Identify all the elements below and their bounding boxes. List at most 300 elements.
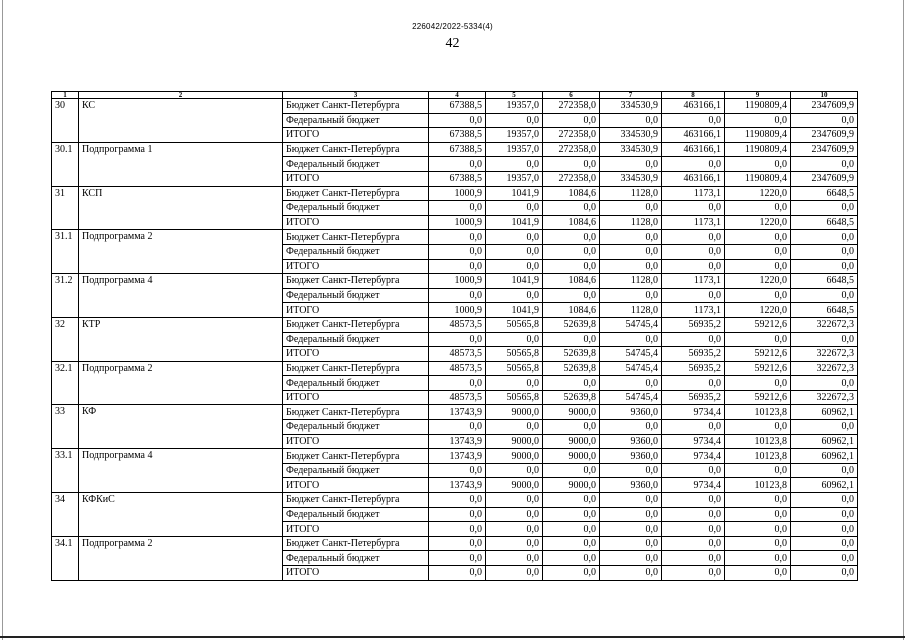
- value-cell-col-6: 0,0: [543, 522, 600, 537]
- value-cell-col-4: 0,0: [429, 332, 486, 347]
- funding-source-label: Федеральный бюджет: [283, 113, 429, 128]
- value-cell-col-4: 48573,5: [429, 390, 486, 405]
- value-cell-col-7: 9360,0: [600, 434, 662, 449]
- scan-bottom-edge: [0, 636, 905, 638]
- value-cell-col-4: 0,0: [429, 420, 486, 435]
- value-cell-col-6: 0,0: [543, 230, 600, 245]
- row-code: 31.2: [52, 274, 79, 318]
- page-number: 42: [445, 36, 460, 51]
- column-number-10: 10: [791, 92, 858, 99]
- value-cell-col-10: 322672,3: [791, 361, 858, 376]
- value-cell-col-4: 67388,5: [429, 128, 486, 143]
- value-cell-col-10: 2347609,9: [791, 171, 858, 186]
- value-cell-col-6: 0,0: [543, 507, 600, 522]
- value-cell-col-4: 13743,9: [429, 449, 486, 464]
- value-cell-col-9: 1190809,4: [725, 99, 791, 114]
- row-code: 30: [52, 99, 79, 143]
- value-cell-col-6: 9000,0: [543, 405, 600, 420]
- value-cell-col-7: 0,0: [600, 332, 662, 347]
- table-row: [52, 449, 858, 464]
- value-cell-col-8: 1173,1: [662, 274, 725, 289]
- scan-right-edge: [903, 0, 904, 640]
- value-cell-col-7: 0,0: [600, 230, 662, 245]
- value-cell-col-10: 0,0: [791, 507, 858, 522]
- value-cell-col-7: 1128,0: [600, 274, 662, 289]
- value-cell-col-8: 9734,4: [662, 478, 725, 493]
- value-cell-col-6: 0,0: [543, 551, 600, 566]
- value-cell-col-8: 0,0: [662, 259, 725, 274]
- value-cell-col-6: 0,0: [543, 288, 600, 303]
- value-cell-col-8: 0,0: [662, 113, 725, 128]
- funding-source-label: ИТОГО: [283, 128, 429, 143]
- value-cell-col-7: 334530,9: [600, 142, 662, 157]
- value-cell-col-8: 56935,2: [662, 361, 725, 376]
- value-cell-col-5: 0,0: [486, 113, 543, 128]
- value-cell-col-6: 272358,0: [543, 99, 600, 114]
- value-cell-col-4: 0,0: [429, 244, 486, 259]
- value-cell-col-9: 1220,0: [725, 274, 791, 289]
- value-cell-col-7: 0,0: [600, 244, 662, 259]
- column-number-5: 5: [486, 92, 543, 99]
- value-cell-col-6: 272358,0: [543, 128, 600, 143]
- value-cell-col-9: 1220,0: [725, 215, 791, 230]
- value-cell-col-5: 0,0: [486, 507, 543, 522]
- value-cell-col-8: 463166,1: [662, 128, 725, 143]
- value-cell-col-5: 9000,0: [486, 405, 543, 420]
- value-cell-col-9: 10123,8: [725, 405, 791, 420]
- value-cell-col-5: 50565,8: [486, 361, 543, 376]
- value-cell-col-7: 0,0: [600, 522, 662, 537]
- funding-source-label: Федеральный бюджет: [283, 157, 429, 172]
- value-cell-col-7: 0,0: [600, 288, 662, 303]
- funding-source-label: Федеральный бюджет: [283, 201, 429, 216]
- value-cell-col-10: 0,0: [791, 376, 858, 391]
- value-cell-col-6: 1084,6: [543, 274, 600, 289]
- value-cell-col-8: 1173,1: [662, 186, 725, 201]
- value-cell-col-5: 1041,9: [486, 274, 543, 289]
- column-number-1: 1: [52, 92, 79, 99]
- row-name: Подпрограмма 2: [79, 361, 283, 405]
- table-row: [52, 536, 858, 551]
- funding-source-label: Бюджет Санкт-Петербурга: [283, 449, 429, 464]
- funding-source-label: ИТОГО: [283, 434, 429, 449]
- value-cell-col-4: 0,0: [429, 201, 486, 216]
- value-cell-col-6: 52639,8: [543, 361, 600, 376]
- value-cell-col-8: 0,0: [662, 332, 725, 347]
- value-cell-col-6: 272358,0: [543, 171, 600, 186]
- value-cell-col-10: 0,0: [791, 522, 858, 537]
- value-cell-col-8: 0,0: [662, 522, 725, 537]
- value-cell-col-5: 0,0: [486, 259, 543, 274]
- table-row: [52, 99, 858, 114]
- value-cell-col-9: 59212,6: [725, 361, 791, 376]
- value-cell-col-4: 0,0: [429, 536, 486, 551]
- value-cell-col-7: 0,0: [600, 493, 662, 508]
- value-cell-col-5: 0,0: [486, 551, 543, 566]
- funding-source-label: ИТОГО: [283, 303, 429, 318]
- funding-source-label: Бюджет Санкт-Петербурга: [283, 405, 429, 420]
- value-cell-col-4: 1000,9: [429, 274, 486, 289]
- value-cell-col-7: 334530,9: [600, 128, 662, 143]
- funding-source-label: Бюджет Санкт-Петербурга: [283, 230, 429, 245]
- value-cell-col-10: 0,0: [791, 201, 858, 216]
- value-cell-col-5: 0,0: [486, 376, 543, 391]
- value-cell-col-10: 0,0: [791, 493, 858, 508]
- value-cell-col-8: 0,0: [662, 420, 725, 435]
- value-cell-col-8: 463166,1: [662, 171, 725, 186]
- value-cell-col-7: 0,0: [600, 201, 662, 216]
- funding-source-label: ИТОГО: [283, 478, 429, 493]
- value-cell-col-7: 334530,9: [600, 99, 662, 114]
- value-cell-col-4: 1000,9: [429, 215, 486, 230]
- funding-source-label: Бюджет Санкт-Петербурга: [283, 186, 429, 201]
- table-row: [52, 493, 858, 508]
- row-name: КСП: [79, 186, 283, 230]
- table-row: [52, 186, 858, 201]
- value-cell-col-8: 0,0: [662, 201, 725, 216]
- value-cell-col-4: 48573,5: [429, 317, 486, 332]
- value-cell-col-5: 1041,9: [486, 303, 543, 318]
- row-code: 32.1: [52, 361, 79, 405]
- funding-source-label: Бюджет Санкт-Петербурга: [283, 317, 429, 332]
- value-cell-col-6: 0,0: [543, 536, 600, 551]
- value-cell-col-10: 0,0: [791, 288, 858, 303]
- value-cell-col-7: 334530,9: [600, 171, 662, 186]
- value-cell-col-7: 0,0: [600, 551, 662, 566]
- value-cell-col-6: 0,0: [543, 376, 600, 391]
- value-cell-col-5: 19357,0: [486, 171, 543, 186]
- value-cell-col-6: 0,0: [543, 463, 600, 478]
- row-name: КФКиС: [79, 493, 283, 537]
- value-cell-col-9: 59212,6: [725, 347, 791, 362]
- value-cell-col-6: 0,0: [543, 113, 600, 128]
- value-cell-col-5: 9000,0: [486, 478, 543, 493]
- value-cell-col-6: 52639,8: [543, 317, 600, 332]
- value-cell-col-9: 10123,8: [725, 434, 791, 449]
- value-cell-col-10: 0,0: [791, 157, 858, 172]
- row-code: 32: [52, 317, 79, 361]
- row-name: КС: [79, 99, 283, 143]
- value-cell-col-8: 0,0: [662, 157, 725, 172]
- value-cell-col-8: 0,0: [662, 463, 725, 478]
- value-cell-col-10: 6648,5: [791, 274, 858, 289]
- value-cell-col-6: 0,0: [543, 157, 600, 172]
- row-name: Подпрограмма 4: [79, 449, 283, 493]
- funding-source-label: ИТОГО: [283, 215, 429, 230]
- value-cell-col-9: 0,0: [725, 332, 791, 347]
- funding-source-label: Бюджет Санкт-Петербурга: [283, 142, 429, 157]
- value-cell-col-9: 0,0: [725, 157, 791, 172]
- value-cell-col-6: 9000,0: [543, 449, 600, 464]
- row-name: КФ: [79, 405, 283, 449]
- value-cell-col-9: 0,0: [725, 493, 791, 508]
- row-name: Подпрограмма 1: [79, 142, 283, 186]
- value-cell-col-8: 0,0: [662, 230, 725, 245]
- value-cell-col-7: 0,0: [600, 463, 662, 478]
- value-cell-col-9: 1190809,4: [725, 171, 791, 186]
- table-row: [52, 274, 858, 289]
- column-number-2: 2: [79, 92, 283, 99]
- value-cell-col-4: 0,0: [429, 463, 486, 478]
- value-cell-col-10: 60962,1: [791, 405, 858, 420]
- value-cell-col-10: 60962,1: [791, 478, 858, 493]
- row-code: 30.1: [52, 142, 79, 186]
- value-cell-col-8: 0,0: [662, 244, 725, 259]
- value-cell-col-5: 0,0: [486, 566, 543, 581]
- value-cell-col-10: 60962,1: [791, 449, 858, 464]
- value-cell-col-9: 0,0: [725, 288, 791, 303]
- row-name: Подпрограмма 2: [79, 230, 283, 274]
- value-cell-col-7: 54745,4: [600, 347, 662, 362]
- value-cell-col-9: 0,0: [725, 551, 791, 566]
- value-cell-col-8: 56935,2: [662, 347, 725, 362]
- value-cell-col-6: 52639,8: [543, 347, 600, 362]
- value-cell-col-9: 10123,8: [725, 449, 791, 464]
- value-cell-col-5: 0,0: [486, 201, 543, 216]
- value-cell-col-5: 0,0: [486, 157, 543, 172]
- value-cell-col-6: 1084,6: [543, 215, 600, 230]
- value-cell-col-5: 19357,0: [486, 99, 543, 114]
- value-cell-col-5: 50565,8: [486, 390, 543, 405]
- value-cell-col-4: 67388,5: [429, 171, 486, 186]
- value-cell-col-7: 0,0: [600, 536, 662, 551]
- value-cell-col-4: 0,0: [429, 522, 486, 537]
- value-cell-col-4: 0,0: [429, 551, 486, 566]
- value-cell-col-6: 0,0: [543, 566, 600, 581]
- value-cell-col-7: 0,0: [600, 420, 662, 435]
- funding-source-label: Бюджет Санкт-Петербурга: [283, 493, 429, 508]
- value-cell-col-8: 56935,2: [662, 317, 725, 332]
- row-code: 33.1: [52, 449, 79, 493]
- value-cell-col-10: 322672,3: [791, 347, 858, 362]
- value-cell-col-5: 0,0: [486, 244, 543, 259]
- value-cell-col-4: 1000,9: [429, 186, 486, 201]
- scan-left-edge: [2, 0, 3, 640]
- funding-source-label: Федеральный бюджет: [283, 551, 429, 566]
- value-cell-col-9: 1190809,4: [725, 128, 791, 143]
- value-cell-col-7: 1128,0: [600, 186, 662, 201]
- column-number-6: 6: [543, 92, 600, 99]
- value-cell-col-7: 0,0: [600, 113, 662, 128]
- value-cell-col-10: 6648,5: [791, 186, 858, 201]
- value-cell-col-5: 19357,0: [486, 128, 543, 143]
- table-row: [52, 317, 858, 332]
- value-cell-col-4: 0,0: [429, 288, 486, 303]
- value-cell-col-10: 0,0: [791, 332, 858, 347]
- value-cell-col-10: 0,0: [791, 536, 858, 551]
- value-cell-col-4: 13743,9: [429, 434, 486, 449]
- value-cell-col-9: 0,0: [725, 522, 791, 537]
- funding-source-label: ИТОГО: [283, 390, 429, 405]
- value-cell-col-7: 9360,0: [600, 478, 662, 493]
- value-cell-col-9: 0,0: [725, 376, 791, 391]
- value-cell-col-6: 0,0: [543, 259, 600, 274]
- funding-source-label: Бюджет Санкт-Петербурга: [283, 99, 429, 114]
- value-cell-col-10: 0,0: [791, 259, 858, 274]
- value-cell-col-5: 0,0: [486, 332, 543, 347]
- value-cell-col-7: 0,0: [600, 376, 662, 391]
- value-cell-col-8: 56935,2: [662, 390, 725, 405]
- value-cell-col-5: 0,0: [486, 536, 543, 551]
- value-cell-col-9: 0,0: [725, 113, 791, 128]
- value-cell-col-4: 0,0: [429, 493, 486, 508]
- value-cell-col-7: 9360,0: [600, 449, 662, 464]
- value-cell-col-7: 54745,4: [600, 390, 662, 405]
- value-cell-col-6: 9000,0: [543, 478, 600, 493]
- funding-source-label: Федеральный бюджет: [283, 463, 429, 478]
- value-cell-col-5: 50565,8: [486, 347, 543, 362]
- funding-source-label: Федеральный бюджет: [283, 288, 429, 303]
- value-cell-col-8: 0,0: [662, 507, 725, 522]
- value-cell-col-6: 0,0: [543, 332, 600, 347]
- column-number-3: 3: [283, 92, 429, 99]
- value-cell-col-8: 0,0: [662, 566, 725, 581]
- row-code: 31: [52, 186, 79, 230]
- value-cell-col-5: 0,0: [486, 493, 543, 508]
- row-name: КТР: [79, 317, 283, 361]
- funding-source-label: ИТОГО: [283, 347, 429, 362]
- value-cell-col-6: 272358,0: [543, 142, 600, 157]
- row-name: Подпрограмма 4: [79, 274, 283, 318]
- value-cell-col-7: 1128,0: [600, 215, 662, 230]
- value-cell-col-5: 0,0: [486, 522, 543, 537]
- value-cell-col-8: 1173,1: [662, 303, 725, 318]
- value-cell-col-5: 0,0: [486, 230, 543, 245]
- value-cell-col-7: 9360,0: [600, 405, 662, 420]
- funding-source-label: Федеральный бюджет: [283, 332, 429, 347]
- column-number-8: 8: [662, 92, 725, 99]
- column-number-9: 9: [725, 92, 791, 99]
- row-code: 34.1: [52, 536, 79, 580]
- funding-source-label: Федеральный бюджет: [283, 507, 429, 522]
- value-cell-col-5: 9000,0: [486, 449, 543, 464]
- table-row: [52, 405, 858, 420]
- table-row: [52, 230, 858, 245]
- funding-source-label: Федеральный бюджет: [283, 376, 429, 391]
- value-cell-col-5: 50565,8: [486, 317, 543, 332]
- value-cell-col-10: 0,0: [791, 566, 858, 581]
- table-row: [52, 361, 858, 376]
- value-cell-col-4: 48573,5: [429, 347, 486, 362]
- value-cell-col-10: 60962,1: [791, 434, 858, 449]
- value-cell-col-9: 1220,0: [725, 303, 791, 318]
- value-cell-col-6: 0,0: [543, 493, 600, 508]
- value-cell-col-9: 10123,8: [725, 478, 791, 493]
- budget-table: [51, 91, 858, 581]
- value-cell-col-7: 0,0: [600, 507, 662, 522]
- value-cell-col-9: 59212,6: [725, 317, 791, 332]
- value-cell-col-5: 0,0: [486, 463, 543, 478]
- value-cell-col-10: 2347609,9: [791, 128, 858, 143]
- value-cell-col-9: 0,0: [725, 259, 791, 274]
- value-cell-col-7: 54745,4: [600, 317, 662, 332]
- value-cell-col-5: 1041,9: [486, 215, 543, 230]
- value-cell-col-8: 9734,4: [662, 449, 725, 464]
- value-cell-col-7: 0,0: [600, 259, 662, 274]
- funding-source-label: ИТОГО: [283, 171, 429, 186]
- value-cell-col-8: 0,0: [662, 536, 725, 551]
- funding-source-label: Федеральный бюджет: [283, 420, 429, 435]
- funding-source-label: Бюджет Санкт-Петербурга: [283, 274, 429, 289]
- value-cell-col-4: 67388,5: [429, 142, 486, 157]
- value-cell-col-8: 0,0: [662, 288, 725, 303]
- value-cell-col-7: 1128,0: [600, 303, 662, 318]
- value-cell-col-8: 0,0: [662, 376, 725, 391]
- value-cell-col-9: 0,0: [725, 230, 791, 245]
- row-code: 33: [52, 405, 79, 449]
- value-cell-col-5: 9000,0: [486, 434, 543, 449]
- column-number-row: [52, 92, 858, 99]
- value-cell-col-4: 1000,9: [429, 303, 486, 318]
- value-cell-col-8: 9734,4: [662, 405, 725, 420]
- value-cell-col-10: 6648,5: [791, 215, 858, 230]
- value-cell-col-6: 9000,0: [543, 434, 600, 449]
- value-cell-col-9: 0,0: [725, 463, 791, 478]
- value-cell-col-4: 0,0: [429, 566, 486, 581]
- value-cell-col-5: 0,0: [486, 420, 543, 435]
- value-cell-col-5: 1041,9: [486, 186, 543, 201]
- value-cell-col-10: 6648,5: [791, 303, 858, 318]
- value-cell-col-5: 0,0: [486, 288, 543, 303]
- value-cell-col-8: 463166,1: [662, 142, 725, 157]
- value-cell-col-4: 13743,9: [429, 405, 486, 420]
- value-cell-col-8: 0,0: [662, 551, 725, 566]
- value-cell-col-6: 1084,6: [543, 186, 600, 201]
- value-cell-col-4: 0,0: [429, 376, 486, 391]
- funding-source-label: Федеральный бюджет: [283, 244, 429, 259]
- value-cell-col-9: 0,0: [725, 536, 791, 551]
- value-cell-col-9: 0,0: [725, 201, 791, 216]
- funding-source-label: Бюджет Санкт-Петербурга: [283, 536, 429, 551]
- value-cell-col-4: 0,0: [429, 507, 486, 522]
- funding-source-label: Бюджет Санкт-Петербурга: [283, 361, 429, 376]
- value-cell-col-9: 0,0: [725, 566, 791, 581]
- value-cell-col-4: 0,0: [429, 259, 486, 274]
- value-cell-col-5: 19357,0: [486, 142, 543, 157]
- value-cell-col-6: 0,0: [543, 201, 600, 216]
- value-cell-col-9: 0,0: [725, 420, 791, 435]
- value-cell-col-6: 0,0: [543, 420, 600, 435]
- funding-source-label: ИТОГО: [283, 566, 429, 581]
- value-cell-col-8: 1173,1: [662, 215, 725, 230]
- funding-source-label: ИТОГО: [283, 522, 429, 537]
- value-cell-col-9: 59212,6: [725, 390, 791, 405]
- value-cell-col-4: 13743,9: [429, 478, 486, 493]
- value-cell-col-9: 1220,0: [725, 186, 791, 201]
- value-cell-col-8: 463166,1: [662, 99, 725, 114]
- value-cell-col-7: 0,0: [600, 157, 662, 172]
- value-cell-col-10: 0,0: [791, 230, 858, 245]
- value-cell-col-10: 322672,3: [791, 317, 858, 332]
- row-code: 34: [52, 493, 79, 537]
- value-cell-col-9: 0,0: [725, 507, 791, 522]
- value-cell-col-8: 9734,4: [662, 434, 725, 449]
- value-cell-col-4: 67388,5: [429, 99, 486, 114]
- value-cell-col-10: 0,0: [791, 420, 858, 435]
- value-cell-col-10: 2347609,9: [791, 99, 858, 114]
- value-cell-col-7: 0,0: [600, 566, 662, 581]
- value-cell-col-6: 52639,8: [543, 390, 600, 405]
- value-cell-col-7: 54745,4: [600, 361, 662, 376]
- value-cell-col-4: 0,0: [429, 113, 486, 128]
- funding-source-label: ИТОГО: [283, 259, 429, 274]
- value-cell-col-4: 0,0: [429, 230, 486, 245]
- value-cell-col-10: 0,0: [791, 463, 858, 478]
- value-cell-col-4: 48573,5: [429, 361, 486, 376]
- value-cell-col-10: 0,0: [791, 113, 858, 128]
- document-id: 226042/2022-5334(4): [412, 22, 493, 31]
- row-code: 31.1: [52, 230, 79, 274]
